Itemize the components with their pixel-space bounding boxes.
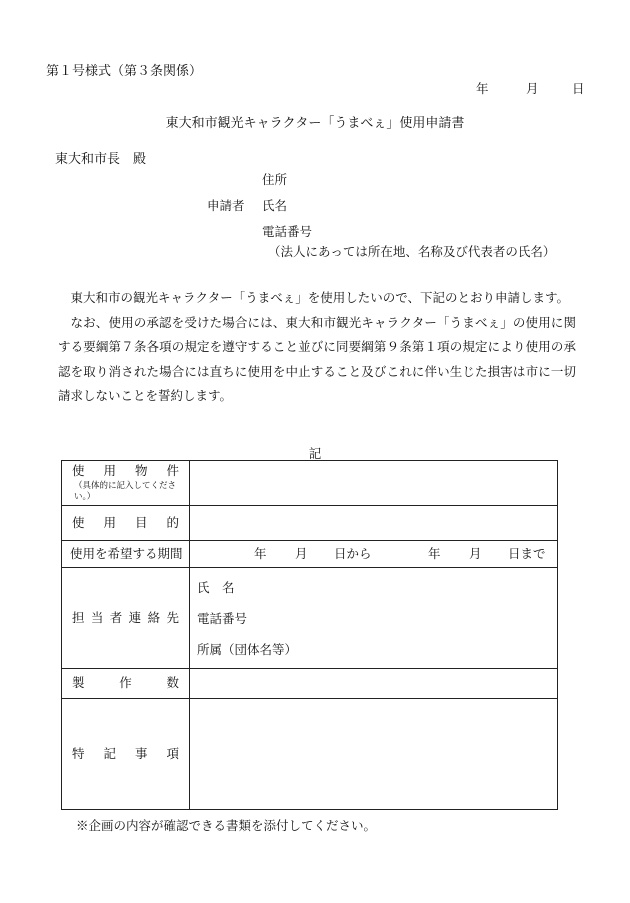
- period-input-cell[interactable]: [190, 541, 558, 568]
- purpose-label-char: 的: [166, 514, 179, 530]
- remarks-label-char: 特: [72, 745, 85, 761]
- quantity-label-char: 製: [72, 675, 85, 691]
- body-paragraph-2: なお、使用の承認を受けた場合には、東大和市観光キャラクター「うまべぇ」の使用に関する要綱第７条各項の規定を遵守すること並びに同要綱第９条第１項の規定により使用の承認を取り消された場合には直ちに使用を中止すること及びこれに伴い生じた損害は市に一切請求しないことを誓約します。: [58, 314, 576, 403]
- period-from-month: 月: [295, 546, 308, 561]
- applicant-phone-label: 電話番号: [262, 224, 313, 239]
- body-paragraph-1: 東大和市の観光キャラクター「うまべぇ」を使用したいので、下記のとおり申請します。: [70, 290, 570, 305]
- quantity-label-char: 数: [166, 675, 179, 691]
- contact-label-char: 者: [109, 609, 123, 625]
- item-label-char: 使: [72, 463, 85, 479]
- remarks-label-char: 項: [166, 745, 179, 761]
- period-to-day: 日まで: [508, 546, 546, 561]
- applicant-address-label: 住所: [262, 172, 288, 187]
- application-details-table: [61, 460, 558, 810]
- item-label: [62, 463, 189, 479]
- table-row-item: [62, 461, 558, 506]
- applicant-label: 申請者: [207, 198, 245, 213]
- table-row-quantity: [62, 669, 558, 699]
- contact-label: [62, 610, 189, 626]
- purpose-input-cell[interactable]: [190, 506, 558, 541]
- item-label-char: 件: [166, 463, 179, 479]
- date-month-label: 月: [525, 81, 539, 96]
- item-label-char: 物: [134, 463, 148, 479]
- purpose-label: [62, 515, 189, 531]
- quantity-label-char: 作: [119, 675, 132, 691]
- period-from-day: 日から: [334, 546, 372, 561]
- period-from-year: 年: [254, 546, 267, 561]
- period-label: 使用を希望する期間: [70, 545, 183, 561]
- addressee: 東大和市長 殿: [55, 152, 147, 167]
- document-title: 東大和市観光キャラクター「うまべぇ」使用申請書: [165, 116, 465, 131]
- footnote: ※企画の内容が確認できる書類を添付してください。: [76, 818, 377, 833]
- purpose-label-char: 目: [134, 514, 148, 530]
- quantity-label: [62, 675, 189, 691]
- contact-input-cell[interactable]: [190, 568, 558, 669]
- remarks-label-char: 記: [103, 745, 116, 761]
- purpose-label-char: 用: [103, 514, 116, 530]
- purpose-label-cell: [62, 506, 190, 541]
- contact-label-char: 先: [166, 609, 179, 625]
- applicant-note: （法人にあっては所在地、名称及び代表者の氏名）: [268, 244, 556, 259]
- body-text: [58, 286, 576, 409]
- period-to-year: 年: [428, 546, 441, 561]
- item-label-cell: [62, 461, 190, 506]
- quantity-input-cell[interactable]: [190, 669, 558, 699]
- remarks-label-cell: [62, 699, 190, 810]
- contact-affiliation-label: 所属（団体名等）: [197, 641, 298, 657]
- contact-fields: [190, 572, 557, 665]
- period-to-month: 月: [469, 546, 482, 561]
- quantity-label-cell: [62, 669, 190, 699]
- item-input-cell[interactable]: [190, 461, 558, 506]
- table-row-period: [62, 541, 558, 568]
- contact-label-char: 連: [128, 609, 142, 625]
- date-day-label: 日: [571, 81, 585, 96]
- item-label-char: 用: [103, 463, 116, 479]
- contact-label-char: 当: [90, 609, 104, 625]
- item-sub-label: （具体的に記入してください。）: [74, 480, 177, 502]
- applicant-name-label: 氏名: [262, 198, 288, 213]
- contact-name-label: 氏 名: [197, 579, 235, 595]
- remarks-label-char: 事: [134, 745, 148, 761]
- table-row-purpose: [62, 506, 558, 541]
- application-date: [476, 81, 584, 97]
- contact-label-char: 絡: [147, 609, 161, 625]
- date-year-label: 年: [476, 81, 489, 96]
- remarks-label: [62, 746, 189, 762]
- table-row-contact: [62, 568, 558, 669]
- form-number: 第１号様式（第３条関係）: [46, 64, 203, 79]
- contact-label-char: 担: [72, 609, 85, 625]
- remarks-input-cell[interactable]: [190, 699, 558, 810]
- period-label-cell: [62, 541, 190, 568]
- purpose-label-char: 使: [72, 514, 85, 530]
- ki-heading: 記: [308, 446, 322, 461]
- contact-label-cell: [62, 568, 190, 669]
- table-row-remarks: [62, 699, 558, 810]
- contact-phone-label: 電話番号: [197, 610, 248, 626]
